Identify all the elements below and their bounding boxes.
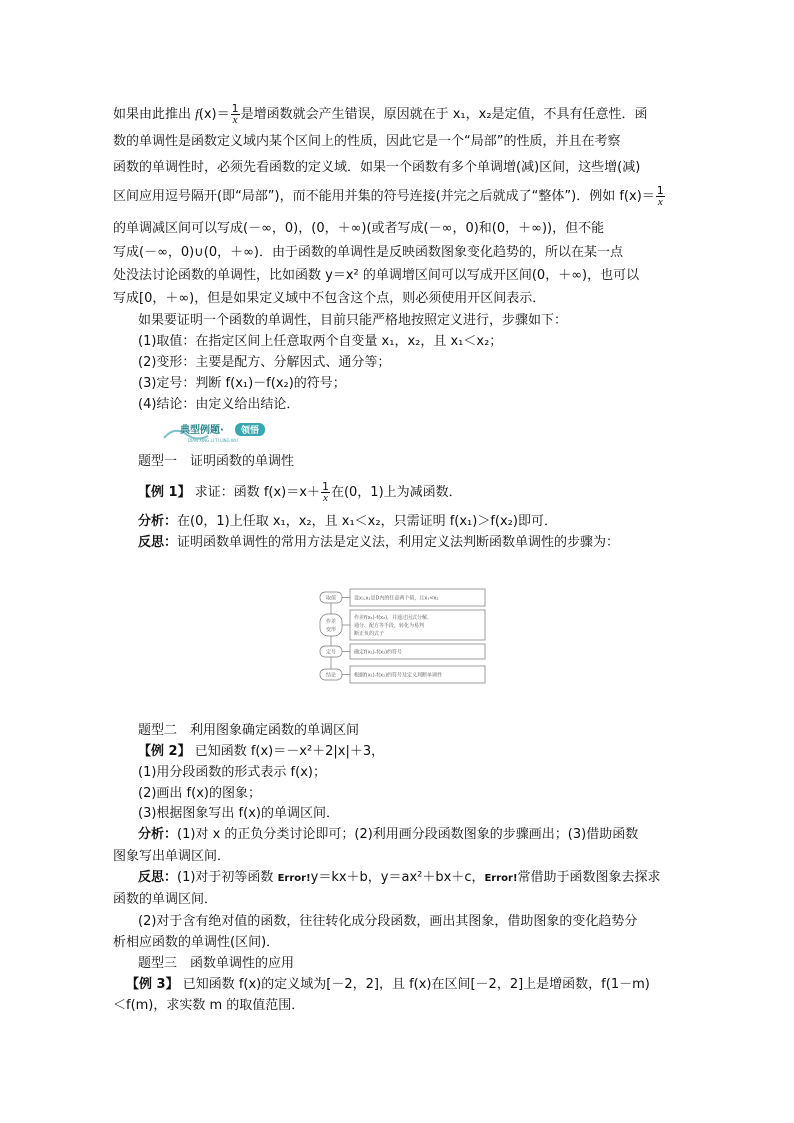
example-line [138, 744, 706, 760]
paragraph-line: 函数的单调区间． [113, 892, 218, 907]
section-heading: 题型二 利用图象确定函数的单调区间 [138, 723, 360, 738]
question-item: (3)根据图象写出 f(x)的单调区间． [138, 806, 339, 821]
paragraph-line: 写成[0，＋∞)，但是如果定义域中不包含这个点，则必须使用开区间表示． [113, 291, 546, 306]
flow-step-2: 作差 [325, 619, 337, 625]
section-heading: 题型三 函数单调性的应用 [138, 956, 295, 971]
paragraph-line: 图象写出单调区间． [113, 849, 231, 864]
paragraph-line: 处没法讨论函数的单调性，比如函数 y＝x² 的单调增区间可以写成开区间(0，＋∞)，也可以 [113, 268, 640, 283]
banner-title: 典型例题· [180, 425, 224, 436]
fraction-denominator: x [657, 196, 663, 208]
section-heading: 题型一 证明函数的单调性 [138, 454, 295, 469]
example-label: 【例 3】 [126, 977, 179, 992]
text-run: 常借助于函数图象去探求 [517, 870, 661, 885]
text-run: (1)对于初等函数 [177, 870, 278, 885]
banner-tag: 领悟 [240, 426, 260, 436]
text-run: (x)＝ [198, 107, 230, 122]
list-item: (4)结论：由定义给出结论． [138, 397, 300, 412]
paragraph-line [113, 186, 681, 207]
analysis-line [138, 827, 706, 843]
flow-step-2b: 变形 [325, 627, 337, 633]
math-var: f [195, 106, 199, 121]
text-run: (1)对 x 的正负分类讨论即可；(2)利用画分段函数图象的步骤画出；(3)借助函数 [177, 827, 639, 842]
flow-desc-2: 作差f(x₁)-f(x₂)，并通过因式分解、 [354, 615, 433, 621]
flow-desc-1: 设x₁,x₂是D内的任意两个值，且x₁<x₂ [354, 595, 439, 602]
reflection-label: 反思： [138, 535, 178, 550]
flow-step-4: 结论 [325, 672, 337, 679]
text-run: 证明函数单调性的常用方法是定义法，利用定义法判断函数单调性的步骤为： [177, 535, 620, 550]
flow-desc-3: 确定f(x₁)-f(x₂)的符号 [354, 649, 403, 656]
flow-desc-2c: 断正负的式子 [354, 631, 385, 637]
question-item: (2)画出 f(x)的图象； [138, 786, 261, 801]
error-marker: Error! [484, 873, 518, 884]
question-item: (1)用分段函数的形式表示 f(x)； [138, 765, 326, 780]
text-run: 在(0，1)上为减函数． [330, 485, 462, 500]
fraction-numerator: 1 [231, 102, 239, 115]
fraction-denominator: x [232, 114, 238, 126]
fraction [656, 186, 665, 207]
flowchart [319, 588, 487, 684]
paragraph-line: 如果要证明一个函数的单调性，目前只能严格地按照定义进行，步骤如下： [138, 313, 568, 328]
text-run: y＝kx＋b，y＝ax²＋bx＋c， [310, 870, 485, 885]
list-item: (1)取值：在指定区间上任意取两个自变量 x₁，x₂，且 x₁＜x₂； [138, 334, 503, 349]
banner-graphic [162, 420, 282, 444]
paragraph-line: 的单调减区间可以写成(－∞，0)，(0，＋∞)(或者写成(－∞，0)和(0，＋∞))，但不能 [113, 221, 605, 236]
example-line [138, 482, 706, 503]
fraction [321, 482, 330, 503]
fraction [231, 104, 240, 125]
fraction-numerator: 1 [321, 480, 329, 493]
example-label: 【例 2】 [138, 744, 191, 759]
reflection-label: 反思： [138, 870, 178, 885]
text-run: 求证：函数 f(x)＝x＋ [190, 485, 320, 500]
text-run: 如果由此推出 [113, 107, 196, 122]
paragraph-line: 函数的单调性时，必须先看函数的定义域．如果一个函数有多个单调增(减)区间，这些增(减) [113, 160, 641, 175]
text-run: 是增函数就会产生错误，原因就在于 x₁，x₂是定值，不具有任意性．函 [240, 107, 648, 122]
list-item: (3)定号：判断 f(x₁)－f(x₂)的符号； [138, 376, 346, 391]
paragraph-line: (2)对于含有绝对值的函数，往往转化成分段函数，画出其图象，借助图象的变化趋势分 [138, 914, 638, 929]
flow-step-1: 取值 [325, 595, 337, 602]
text-run: 已知函数 f(x)＝－x²＋2|x|＋3， [190, 744, 385, 759]
analysis-label: 分析： [138, 514, 178, 529]
text-run: 已知函数 f(x)的定义域为[－2，2]，且 f(x)在区间[－2，2]上是增函数，f(1－m) [178, 977, 650, 992]
reflection-line [138, 535, 706, 551]
banner-pinyin: DIAN XING LI TI LING WU [188, 438, 238, 443]
flow-desc-4: 根据f(x₁)-f(x₂)的符号及定义判断单调性 [354, 672, 443, 679]
section-banner [162, 420, 282, 444]
text-run: 区间应用逗号隔开(即“局部”)，而不能用并集的符号连接(并完之后就成了“整体”)．例如 f(x)＝ [113, 189, 655, 204]
flow-desc-2b: 通分、配方等手段，转化为易判 [354, 623, 425, 629]
error-marker: Error! [277, 873, 311, 884]
paragraph-line: 数的单调性是函数定义域内某个区间上的性质，因此它是一个“局部”的性质，并且在考察 [113, 134, 621, 149]
paragraph-line: 写成(－∞，0)∪(0，＋∞)．由于函数的单调性是反映函数图象变化趋势的，所以在某一点 [113, 245, 624, 260]
paragraph-line: ＜f(m)，求实数 m 的取值范围． [113, 998, 305, 1013]
flow-step-3: 定号 [325, 649, 337, 656]
example-label: 【例 1】 [138, 485, 191, 500]
fraction-numerator: 1 [656, 184, 664, 197]
flowchart-svg [319, 588, 487, 684]
example-line [126, 977, 694, 993]
paragraph-line [113, 104, 681, 125]
analysis-line [138, 514, 706, 530]
paragraph-line: 析相应函数的单调性(区间)． [113, 935, 280, 950]
analysis-label: 分析： [138, 827, 178, 842]
fraction-denominator: x [323, 492, 328, 504]
list-item: (2)变形：主要是配方、分解因式、通分等； [138, 355, 391, 370]
reflection-line [138, 870, 706, 887]
text-run: 在(0，1)上任取 x₁，x₂，且 x₁＜x₂，只需证明 f(x₁)＞f(x₂)即可． [177, 514, 557, 529]
